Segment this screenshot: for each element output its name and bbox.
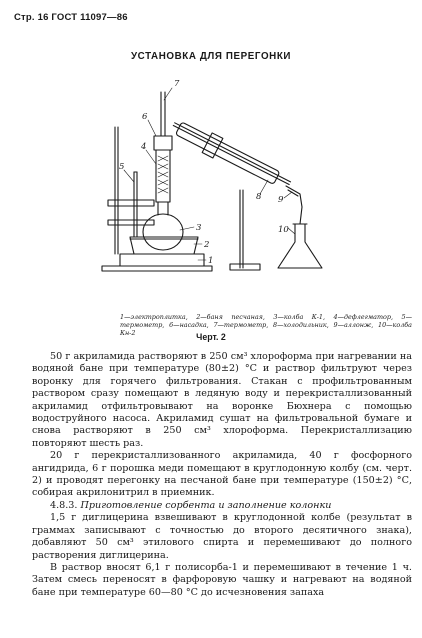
figure-label-9: 9 <box>278 195 284 205</box>
paragraph-2: 20 г перекристаллизованного акриламида, 40 г фосфорного ангидрида, 6 г порошка меди помещают в круглодонную колбу (см. черт. 2) и проводят перегонку на песчаной бане при температуре (150±2) °С, собирая акрилонитрил в приемник. <box>32 450 412 499</box>
figure-label-6: 6 <box>142 112 148 122</box>
figure-label-2: 2 <box>204 240 210 250</box>
section-number: 4.8.3. <box>50 499 78 511</box>
figure-number: Черт. 2 <box>196 332 226 342</box>
figure-label-7: 7 <box>174 79 180 89</box>
figure-label-4: 4 <box>141 142 147 152</box>
figure-label-8: 8 <box>256 192 262 202</box>
section-title: УСТАНОВКА ДЛЯ ПЕРЕГОНКИ <box>130 51 292 62</box>
paragraph-1: 50 г акриламида растворяют в 250 см³ хлороформа при нагревании на водяной бане при температуре (80±2) °С и раствор фильтруют через воронку для горячего фильтрования. Стакан с профильтрованным раствором сразу помещают в ледяную воду и перекристаллизованный акриламид отфильтровывают на воронке Бюхнера с помощью водоструйного насоса. Акриламид сушат на фильтровальной бумаге и снова растворяют в 250 см³ хлороформа. Перекристаллизацию повторяют шесть раз. <box>32 351 412 449</box>
figure-label-3: 3 <box>196 223 202 233</box>
figure-label-10: 10 <box>278 225 289 235</box>
paragraph-5: В раствор вносят 6,1 г полисорба-1 и перемешивают в течение 1 ч. Затем смесь переносят в фарфоровую чашку и нагревают на водяной бане при температуре 60—80 °С до исчезновения запаха <box>32 561 412 598</box>
figure-label-1: 1 <box>208 256 214 266</box>
paragraph-4: 1,5 г диглицерина взвешивают в круглодонной колбе (результат в граммах записывают с точностью до второго десятичного знака), добавляют 50 см³ этилового спирта и перемешивают до полного растворения диглицерина. <box>32 512 412 561</box>
body-text <box>32 351 412 599</box>
page-header: Стр. 16 ГОСТ 11097—86 <box>14 12 128 23</box>
figure-label-5: 5 <box>119 162 125 172</box>
figure-caption: 1—электроплитка, 2—баня песчаная, 3—колба К-1, 4—дефлегматор, 5—термометр, 6—насадка, 7—термометр, 8—холодильник, 9—аллонж, 10—колба Кн-2 <box>120 313 412 337</box>
distillation-apparatus-drawing <box>90 72 342 310</box>
section-heading: Приготовление сорбента и заполнение колонки <box>80 499 332 511</box>
paragraph-3 <box>32 500 412 512</box>
